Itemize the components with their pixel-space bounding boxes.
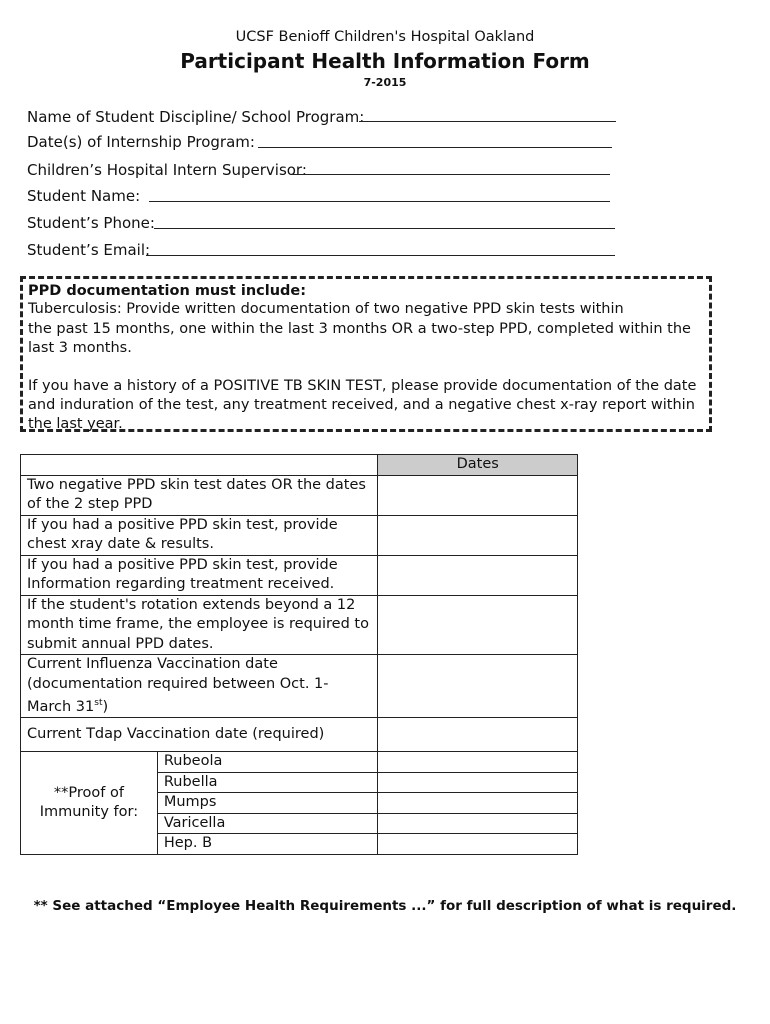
field-label-phone: Student’s Phone: [27,214,155,232]
field-label-supervisor: Children’s Hospital Intern Supervisor: [27,161,307,179]
table-header-blank [21,455,378,476]
ppd-text-line: Tuberculosis: Provide written documentation of two negative PPD skin tests within [28,301,624,317]
ppd-heading: PPD documentation must include: [28,283,307,299]
requirement-chest-xray: If you had a positive PPD skin test, provide chest xray date & results. [21,515,378,555]
ppd-text-line: last 3 months. [28,340,132,356]
field-line-student-name[interactable] [149,201,610,202]
requirements-table [20,454,578,855]
positive-tb-text-line: and induration of the test, any treatment received, and a negative chest x-ray report within [28,397,695,413]
field-line-discipline[interactable] [359,121,616,122]
requirement-tdap: Current Tdap Vaccination date (required) [21,718,378,752]
date-cell-hepb[interactable] [378,834,578,855]
table-row [21,475,578,515]
immunity-hepb: Hep. B [157,834,378,855]
requirement-influenza [21,655,378,718]
date-cell-treatment[interactable] [378,555,578,595]
date-cell-annual-ppd[interactable] [378,595,578,655]
influenza-superscript: st [94,698,103,708]
date-cell-varicella[interactable] [378,813,578,834]
field-label-email: Student’s Email: [27,241,151,259]
date-cell-rubeola[interactable] [378,752,578,773]
table-header-row [21,455,578,476]
page-title: Participant Health Information Form [180,49,590,73]
field-label-student-name: Student Name: [27,187,141,205]
hospital-name: UCSF Benioff Children's Hospital Oakland [235,29,535,45]
requirement-treatment: If you had a positive PPD skin test, provide Information regarding treatment received. [21,555,378,595]
date-cell-ppd[interactable] [378,475,578,515]
table-row [21,752,578,773]
influenza-text: Current Influenza Vaccination date (documentation required between Oct. 1-March 31 [27,656,329,715]
field-line-supervisor[interactable] [292,174,610,175]
table-row [21,655,578,718]
requirement-annual-ppd: If the student's rotation extends beyond a 12 month time frame, the employee is required to submit annual PPD dates. [21,595,378,655]
field-label-discipline: Name of Student Discipline/ School Program: [27,108,365,126]
field-label-dates: Date(s) of Internship Program: [27,133,255,151]
ppd-text-line: the past 15 months, one within the last 3 months OR a two-step PPD, completed within the [28,321,691,337]
date-cell-tdap[interactable] [378,718,578,752]
date-cell-rubella[interactable] [378,772,578,793]
immunity-varicella: Varicella [157,813,378,834]
table-row [21,718,578,752]
table-row [21,555,578,595]
positive-tb-text-line: the last year. [28,416,123,432]
immunity-rubella: Rubella [157,772,378,793]
date-cell-mumps[interactable] [378,793,578,814]
footer-note: ** See attached “Employee Health Requirements ...” for full description of what is required. [33,898,737,914]
immunity-rubeola: Rubeola [157,752,378,773]
table-row [21,595,578,655]
date-cell-chest-xray[interactable] [378,515,578,555]
form-date: 7-2015 [363,76,407,89]
positive-tb-text-line: If you have a history of a POSITIVE TB SKIN TEST, please provide documentation of the date [28,378,697,394]
immunity-mumps: Mumps [157,793,378,814]
field-line-dates[interactable] [258,147,612,148]
date-cell-influenza[interactable] [378,655,578,718]
table-row [21,515,578,555]
field-line-email[interactable] [146,255,615,256]
field-line-phone[interactable] [154,228,615,229]
proof-of-immunity-label: **Proof of Immunity for: [21,752,158,855]
dates-column-header: Dates [378,455,578,476]
influenza-close: ) [102,698,109,715]
requirement-ppd-dates: Two negative PPD skin test dates OR the dates of the 2 step PPD [21,475,378,515]
